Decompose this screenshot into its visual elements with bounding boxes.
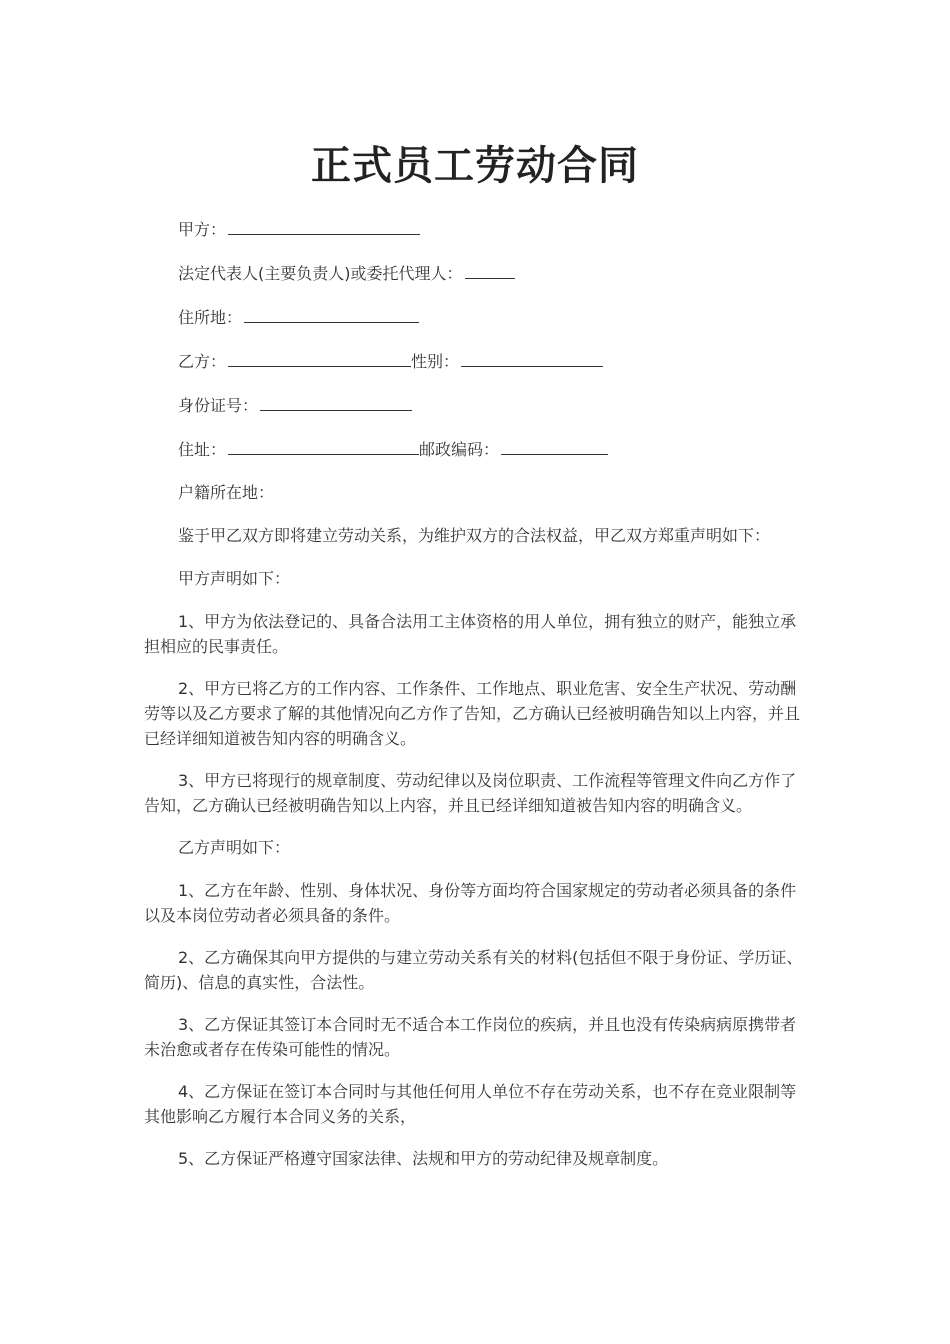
party-b-label: 乙方：: [178, 352, 227, 371]
party-b-item: 1、乙方在年龄、性别、身体状况、身份等方面均符合国家规定的劳动者必须具备的条件以及本岗位劳动者必须具备的条件。: [144, 881, 797, 925]
party-a-item: 1、甲方为依法登记的、具备合法用工主体资格的用人单位，拥有独立的财产，能独立承担相应的民事责任。: [144, 612, 797, 656]
id-number-blank[interactable]: [260, 392, 412, 411]
party-a-field: [144, 216, 810, 243]
party-b-item: 2、乙方确保其向甲方提供的与建立劳动关系有关的材料(包括但不限于身份证、学历证、简历)、信息的真实性，合法性。: [144, 948, 803, 992]
postcode-blank[interactable]: [501, 436, 608, 455]
intro-text: 鉴于甲乙双方即将建立劳动关系，为维护双方的合法权益，甲乙双方郑重声明如下：: [178, 526, 771, 545]
gender-blank[interactable]: [461, 348, 603, 367]
legal-rep-blank[interactable]: [465, 260, 515, 279]
residence-field: [144, 304, 810, 331]
residence-label: 住所地：: [178, 308, 243, 327]
party-b-item: 5、乙方保证严格遵守国家法律、法规和甲方的劳动纪律及规章制度。: [178, 1149, 669, 1168]
party-a-blank[interactable]: [228, 216, 420, 235]
party-b-item: 3、乙方保证其签订本合同时无不适合本工作岗位的疾病，并且也没有传染病病原携带者未治愈或者存在传染可能性的情况。: [144, 1015, 797, 1059]
address-blank[interactable]: [228, 436, 419, 455]
household-label: 户籍所在地：: [178, 483, 275, 502]
document-body: [144, 216, 810, 1188]
address-field: [144, 436, 810, 463]
party-b-heading: 乙方声明如下：: [178, 838, 291, 857]
gender-label: 性别：: [411, 352, 460, 371]
party-b-field: [144, 348, 810, 375]
address-label: 住址：: [178, 440, 227, 459]
residence-blank[interactable]: [244, 304, 419, 323]
id-number-field: [144, 392, 810, 419]
postcode-label: 邮政编码：: [419, 440, 500, 459]
document-title: 正式员工劳动合同: [311, 143, 639, 189]
id-number-label: 身份证号：: [178, 396, 259, 415]
party-a-label: 甲方：: [178, 220, 227, 239]
party-a-heading: 甲方声明如下：: [178, 569, 291, 588]
legal-rep-field: [144, 260, 810, 287]
party-a-item: 2、甲方已将乙方的工作内容、工作条件、工作地点、职业危害、安全生产状况、劳动酬劳等以及乙方要求了解的其他情况向乙方作了告知，乙方确认已经被明确告知以上内容，并且已经详细知道被告知内容的明确含义。: [144, 679, 801, 748]
party-b-blank[interactable]: [228, 348, 411, 367]
household-field: [144, 480, 810, 506]
legal-rep-label: 法定代表人(主要负责人)或委托代理人：: [178, 264, 463, 283]
party-a-item: 3、甲方已将现行的规章制度、劳动纪律以及岗位职责、工作流程等管理文件向乙方作了告知，乙方确认已经被明确告知以上内容，并且已经详细知道被告知内容的明确含义。: [144, 771, 797, 815]
party-b-item: 4、乙方保证在签订本合同时与其他任何用人单位不存在劳动关系，也不存在竞业限制等其他影响乙方履行本合同义务的关系，: [144, 1082, 797, 1126]
